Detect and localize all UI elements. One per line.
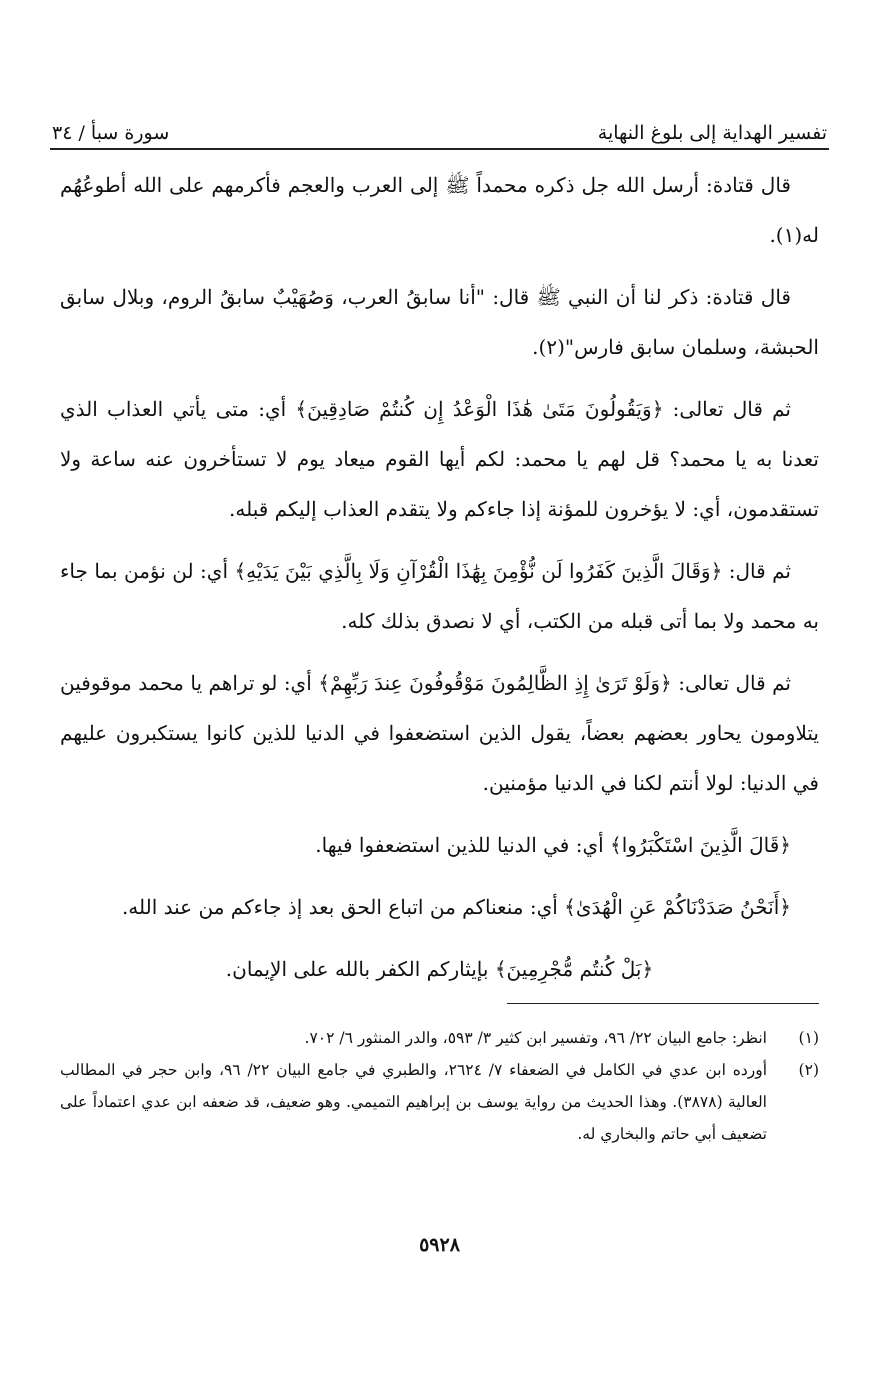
main-text (60, 160, 819, 1006)
paragraph: ﴿بَلْ كُنتُم مُّجْرِمِينَ﴾ بإيثاركم الكفر بالله على الإيمان. (225, 957, 654, 981)
paragraph: ثم قال: ﴿وَقَالَ الَّذِينَ كَفَرُوا لَن نُّؤْمِنَ بِهَٰذَا الْقُرْآنِ وَلَا بِالَّذِي بَيْنَ يَدَيْهِ﴾ أي: لن نؤمن بما جاء به محمد ولا بما أتى قبله من الكتب، أي لا نصدق بذلك كله. (60, 559, 819, 633)
header-divider (50, 148, 829, 150)
paragraph: ﴿قَالَ الَّذِينَ اسْتَكْبَرُوا﴾ أي: في الدنيا للذين استضعفوا فيها. (315, 833, 791, 857)
paragraph: قال قتادة: أرسل الله جل ذكره محمداً ﷺ إلى العرب والعجم فأكرمهم على الله أطوعُهُم له(١). (60, 173, 819, 247)
paragraph: ﴿أَنَحْنُ صَدَدْنَاكُمْ عَنِ الْهُدَىٰ﴾ أي: منعناكم من اتباع الحق بعد إذ جاءكم من عند الله. (121, 895, 791, 919)
paragraph: ثم قال تعالى: ﴿وَلَوْ تَرَىٰ إِذِ الظَّالِمُونَ مَوْقُوفُونَ عِندَ رَبِّهِمْ﴾ أي: لو تراهم يا محمد موقوفين يتلاومون يحاور بعضهم بعضاً، يقول الذين استضعفوا في الدنيا للذين كانوا يستكبرون عليهم في الدنيا: لولا أنتم لكنا في الدنيا مؤمنين. (60, 671, 819, 795)
footnote-divider (507, 1003, 819, 1004)
header-book-title: تفسير الهداية إلى بلوغ النهاية (597, 122, 827, 144)
page-number: ٥٩٢٨ (419, 1234, 460, 1256)
running-header (52, 106, 827, 144)
footnote-text: انظر: جامع البيان ٢٢/ ٩٦، وتفسير ابن كثير ٣/ ٥٩٣، والدر المنثور ٦/ ٧٠٢. (304, 1029, 767, 1047)
paragraph: ثم قال تعالى: ﴿وَيَقُولُونَ مَتَىٰ هَٰذَا الْوَعْدُ إِن كُنتُمْ صَادِقِينَ﴾ أي: متى يأتي العذاب الذي تعدنا به يا محمد؟ قل لهم يا محمد: لكم أيها القوم ميعاد يوم لا تستأخرون عنه ساعة ولا تستقدمون، أي: لا يؤخرون للمؤنة إذا جاءكم ولا يتقدم العذاب إليكم قبله. (60, 397, 819, 521)
header-surah-label: سورة سبأ / ٣٤ (52, 122, 170, 144)
footnote-text: أورده ابن عدي في الكامل في الضعفاء ٧/ ٢٦٢٤، والطبري في جامع البيان ٢٢/ ٩٦، وابن حجر في المطالب العالية (٣٨٧٨). وهذا الحديث من رواية يوسف بن إبراهيم التميمي. وهو ضعيف، قد ضعفه ابن عدي اعتماداً على تضعيف أبي حاتم والبخاري له. (60, 1061, 768, 1143)
footnotes (60, 1022, 819, 1150)
paragraph: قال قتادة: ذكر لنا أن النبي ﷺ قال: "أنا سابقُ العرب، وَصُهَيْبٌ سابقُ الروم، وبلال سابق الحبشة، وسلمان سابق فارس"(٢). (60, 285, 819, 359)
footnote-number: (١) (798, 1029, 819, 1047)
footnote (60, 1022, 819, 1054)
footnote (60, 1054, 819, 1150)
footnote-number: (٢) (798, 1061, 819, 1079)
